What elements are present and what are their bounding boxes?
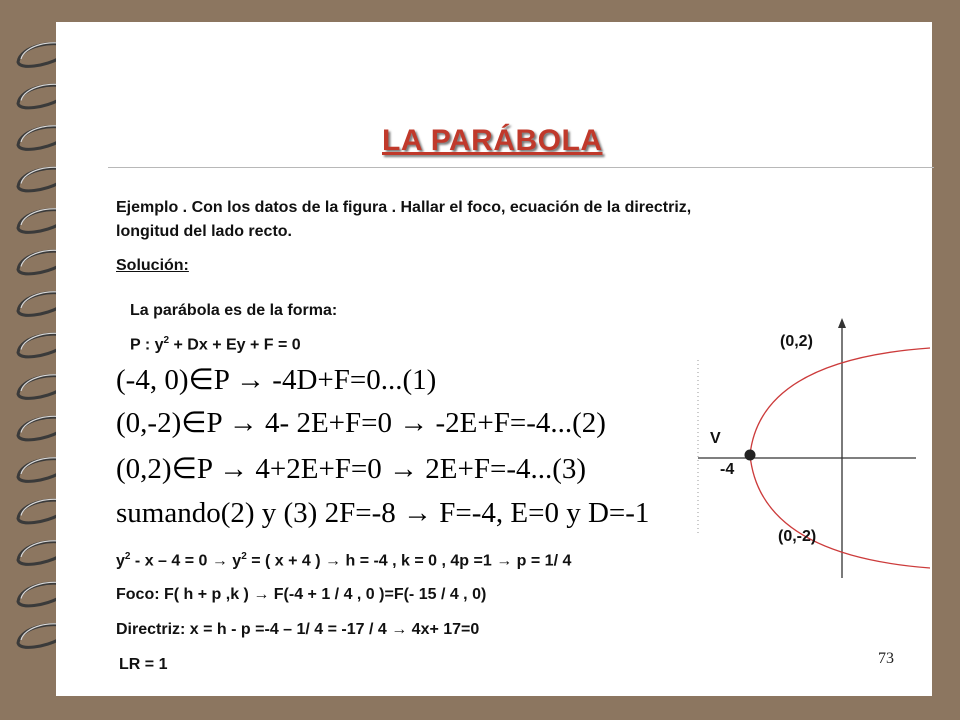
problem-line-2: longitud del lado recto. — [116, 223, 292, 240]
system-eq-2: (0,-2)∈P → 4- 2E+F=0 → -2E+F=-4...(2) — [116, 407, 606, 439]
x-intercept-label: -4 — [720, 461, 735, 478]
vertex-label: V — [710, 430, 721, 447]
solution-label: Solución: — [116, 257, 189, 274]
latus-rectum-line: LR = 1 — [119, 656, 168, 673]
focus-line: Foco: F( h + p ,k ) → F(-4 + 1 / 4 , 0 )=F(- 15 / 4 , 0) — [116, 586, 487, 603]
problem-line-1: Ejemplo . Con los datos de la figura . Hallar el foco, ecuación de la directriz, — [116, 199, 692, 216]
label-point-top: (0,2) — [780, 333, 813, 350]
general-equation: P : $y^2 + Dx + Ey + F = 0$ — [130, 335, 301, 354]
system-eq-3: (0,2)∈P → 4+2E+F=0 → 2E+F=-4...(3) — [116, 453, 587, 485]
system-eq-4: sumando(2) y (3) 2F=-8 → F=-4, E=0 y D=-1 — [116, 497, 650, 529]
label-point-bottom: (0,-2) — [778, 528, 817, 545]
system-eq-1: (-4, 0)∈P → -4D+F=0...(1) — [116, 364, 437, 396]
page-title: LA PARÁBOLA — [382, 124, 603, 157]
vertex-point — [745, 450, 756, 461]
form-label: La parábola es de la forma: — [130, 302, 338, 319]
result-line: $y^2 - x - 4 = 0 \to y^2$ = ( x + 4 ) → h = -4 , k = 0 , 4p =1 → p = 1/ 4 — [116, 551, 572, 570]
title-divider — [108, 167, 934, 168]
directrix-line: Directriz: x = h - p =-4 – 1/ 4 = -17 / 4 → 4x+ 17=0 — [116, 621, 480, 638]
page-number: 73 — [878, 650, 894, 667]
y-axis-arrow — [838, 318, 846, 328]
